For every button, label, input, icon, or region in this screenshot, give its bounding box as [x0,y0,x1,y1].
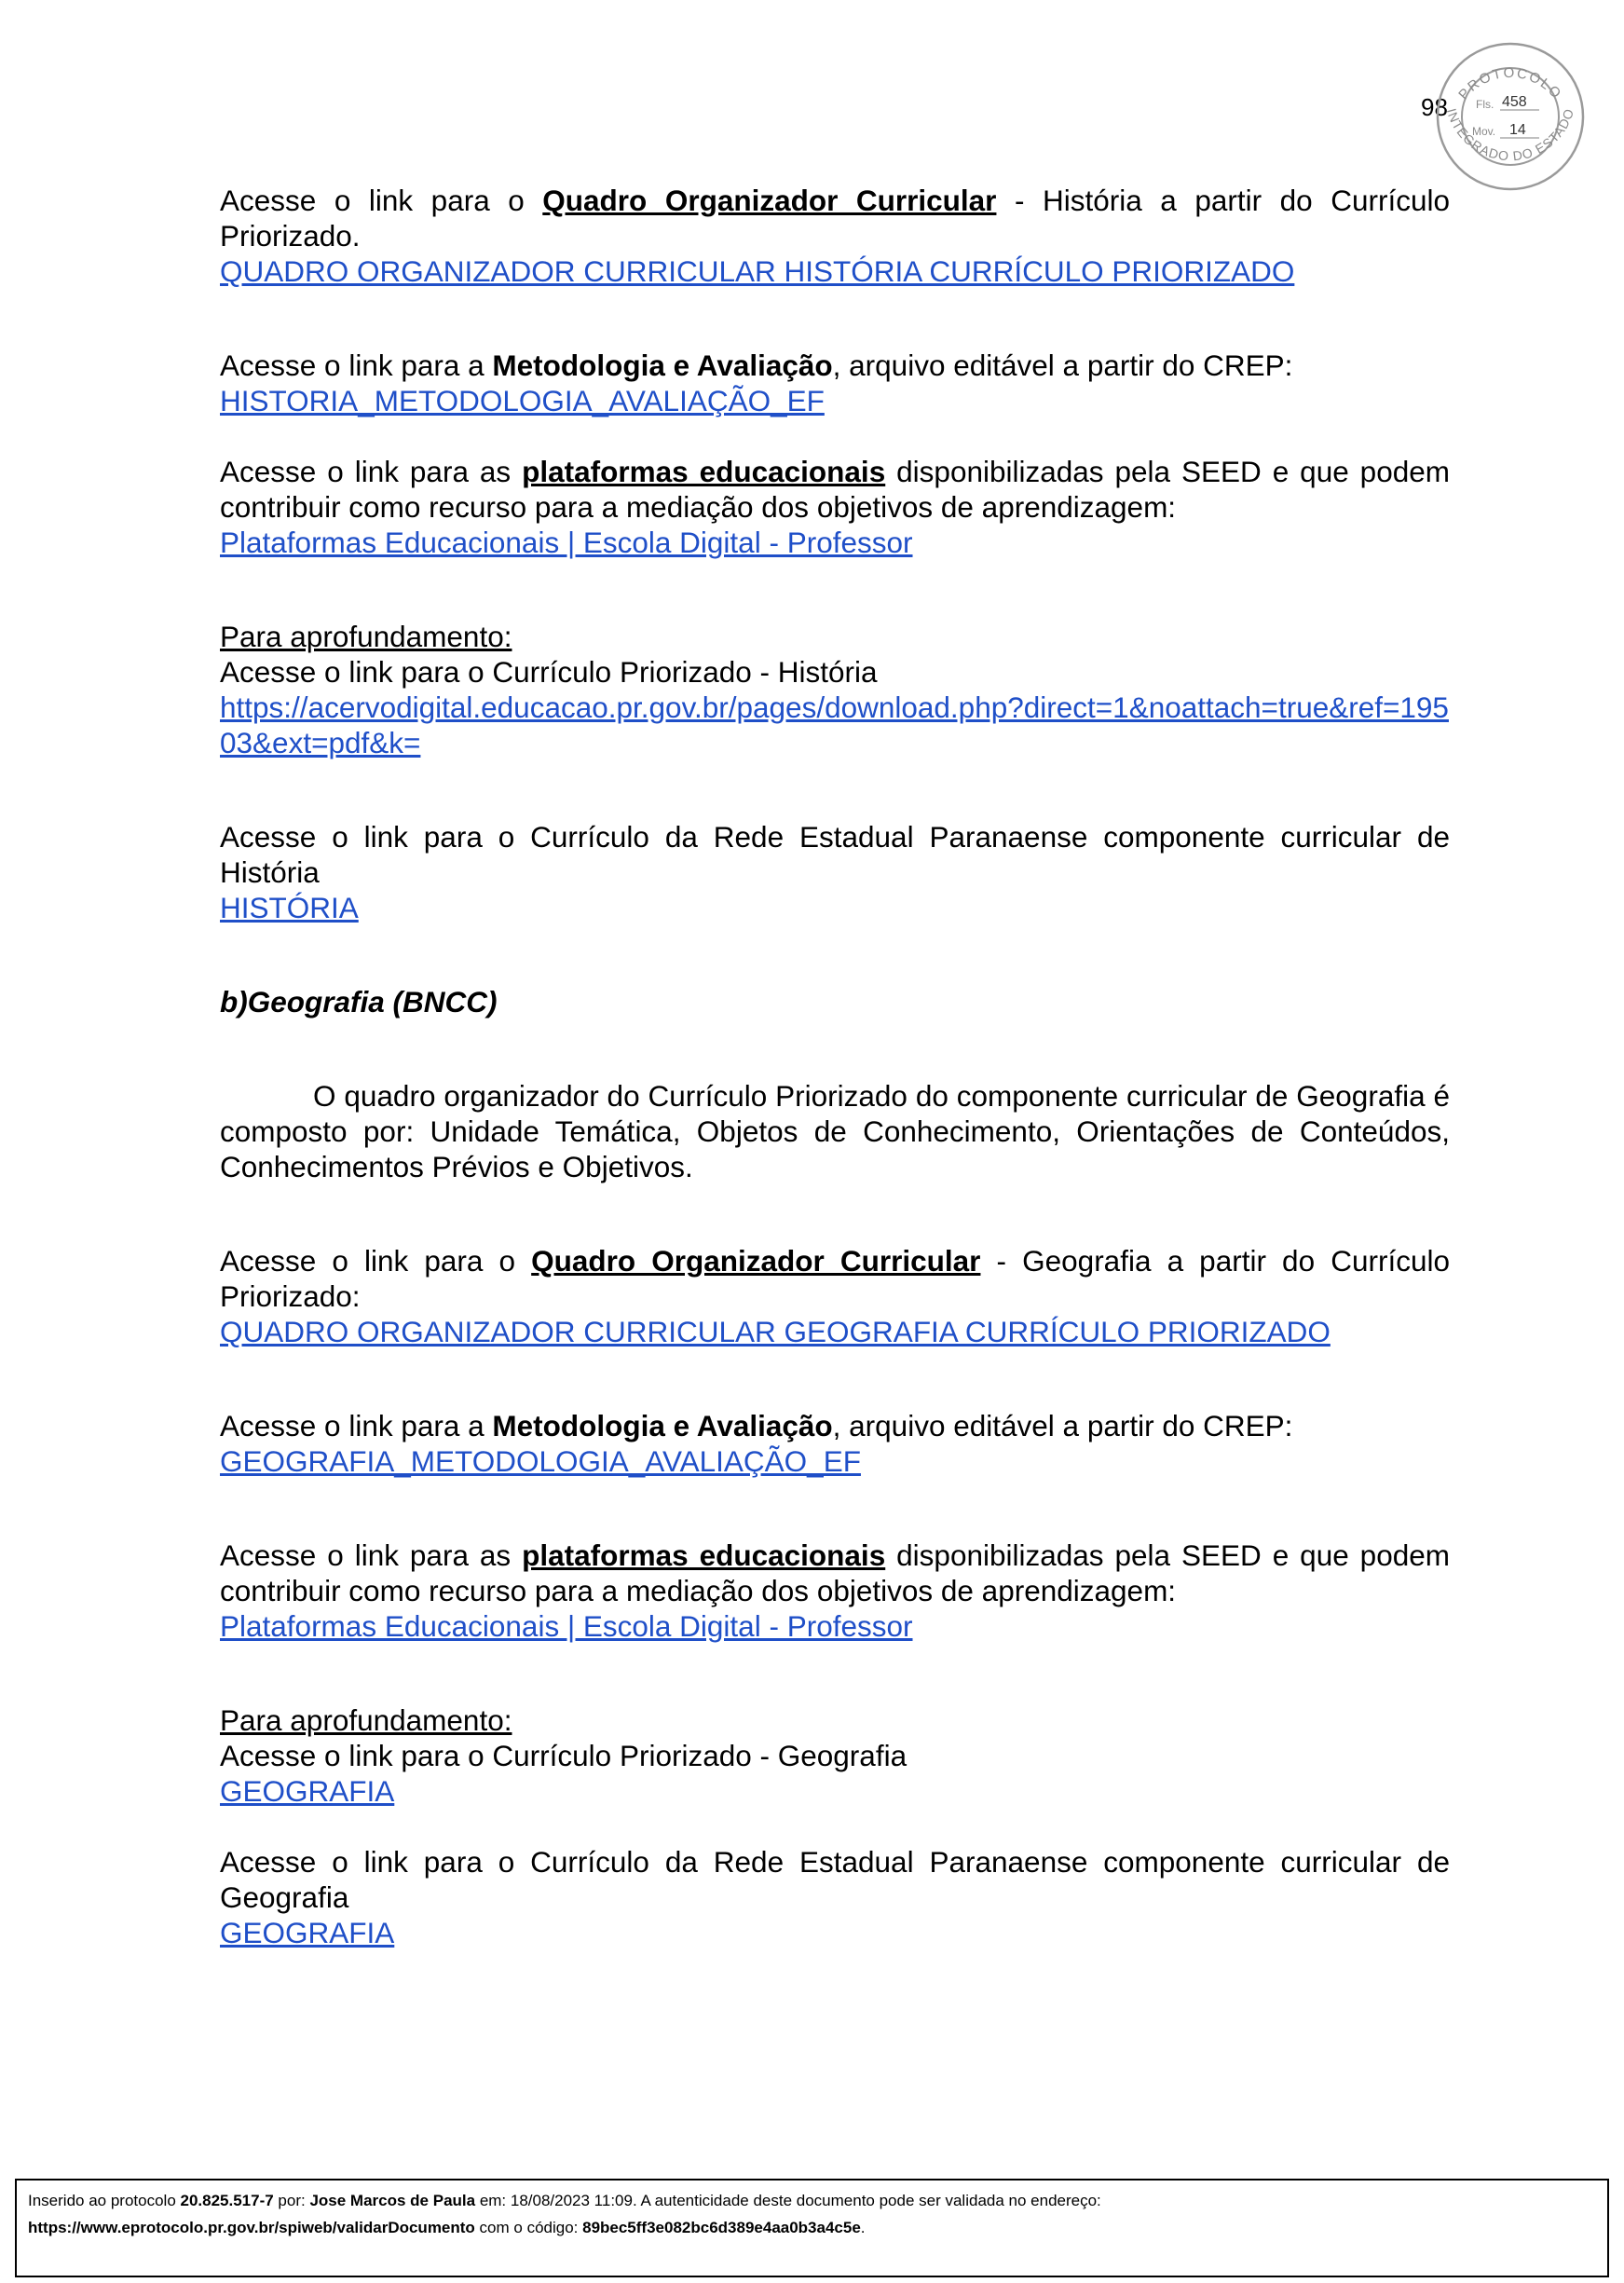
footer-line-2: https://www.eprotocolo.pr.gov.br/spiweb/validarDocumento com o código: 89bec5ff3e082bc6d389e4aa0b3a4c5e. [28,2219,866,2236]
geografia-quadro-paragraph: Acesse o link para o Quadro Organizador Curricular - Geografia a partir do Currículo Priorizado: [220,1244,1450,1313]
page-number: 98 [1421,93,1448,121]
geografia-aprofundamento-label: Para aprofundamento: [220,1703,512,1737]
geografia-aprofundamento-link[interactable]: GEOGRAFIA [220,1774,395,1808]
geografia-plataformas-paragraph: Acesse o link para as plataformas educacionais disponibilizadas pela SEED e que podem contribuir como recurso para a mediação dos objetivos de aprendizagem: [220,1538,1451,1607]
geografia-metodologia-link[interactable]: GEOGRAFIA_METODOLOGIA_AVALIAÇÃO_EF [220,1444,861,1478]
stamp-ring-bottom: INTEGRADO DO ESTADO [1443,106,1577,164]
stamp-mov-label: Mov. [1472,125,1496,138]
geografia-heading: b)Geografia (BNCC) [220,985,498,1018]
geografia-intro: O quadro organizador do Currículo Priorizado do componente curricular de Geografia é composto por: Unidade Temática, Objetos de Conhecimento, Orientações de Conteúdos, Conhecimentos Prévios e Objetivos. [220,1079,1450,1183]
historia-quadro-paragraph: Acesse o link para o Quadro Organizador Curricular - História a partir do Currículo Priorizado. [220,184,1450,253]
footer-validation-url[interactable]: https://www.eprotocolo.pr.gov.br/spiweb/validarDocumento [28,2219,475,2236]
historia-metodologia-link[interactable]: HISTORIA_METODOLOGIA_AVALIAÇÃO_EF [220,384,825,417]
stamp-fls-value: 458 [1502,94,1527,110]
protocol-footer [15,2179,1609,2277]
historia-aprofundamento-link[interactable]: https://acervodigital.educacao.pr.gov.br/pages/download.php?direct=1&noattach=true&ref=19503&ext=pdf&k= [220,690,1449,759]
stamp-mov-value: 14 [1509,122,1526,138]
geografia-rede-link[interactable]: GEOGRAFIA [220,1916,395,1949]
geografia-aprofundamento-text: Acesse o link para o Currículo Priorizado - Geografia [220,1739,908,1772]
historia-metodologia-paragraph: Acesse o link para a Metodologia e Avaliação, arquivo editável a partir do CREP: [220,349,1293,382]
historia-plataformas-paragraph: Acesse o link para as plataformas educacionais disponibilizadas pela SEED e que podem contribuir como recurso para a mediação dos objetivos de aprendizagem: [220,455,1451,524]
stamp-fls-label: Fls. [1476,98,1494,111]
geografia-rede-text: Acesse o link para o Currículo da Rede Estadual Paranaense componente curricular de Geografia [220,1845,1450,1914]
geografia-quadro-link[interactable]: QUADRO ORGANIZADOR CURRICULAR GEOGRAFIA CURRÍCULO PRIORIZADO [220,1315,1331,1348]
historia-quadro-link[interactable]: QUADRO ORGANIZADOR CURRICULAR HISTÓRIA CURRÍCULO PRIORIZADO [220,254,1295,288]
footer-protocol-number: 20.825.517-7 [180,2192,274,2209]
geografia-plataformas-link[interactable]: Plataformas Educacionais | Escola Digital - Professor [220,1609,913,1643]
historia-plataformas-link[interactable]: Plataformas Educacionais | Escola Digital - Professor [220,526,913,559]
footer-author: Jose Marcos de Paula [309,2192,476,2209]
footer-validation-code: 89bec5ff3e082bc6d389e4aa0b3a4c5e [582,2219,861,2236]
document-body [220,183,1450,1950]
historia-rede-text: Acesse o link para o Currículo da Rede Estadual Paranaense componente curricular de História [220,820,1450,889]
historia-aprofundamento-text: Acesse o link para o Currículo Priorizado - História [220,655,878,689]
historia-rede-link[interactable]: HISTÓRIA [220,891,359,924]
protocol-stamp [1435,41,1586,192]
footer-line-1: Inserido ao protocolo 20.825.517-7 por: Jose Marcos de Paula em: 18/08/2023 11:09. A autenticidade deste documento pode ser validada no endereço: [28,2192,1101,2209]
geografia-metodologia-paragraph: Acesse o link para a Metodologia e Avaliação, arquivo editável a partir do CREP: [220,1409,1293,1442]
historia-quadro-bold: Quadro Organizador Curricular [542,184,997,217]
stamp-ring-top: PROTOCOLO [1455,64,1565,103]
historia-aprofundamento-label: Para aprofundamento: [220,620,512,653]
